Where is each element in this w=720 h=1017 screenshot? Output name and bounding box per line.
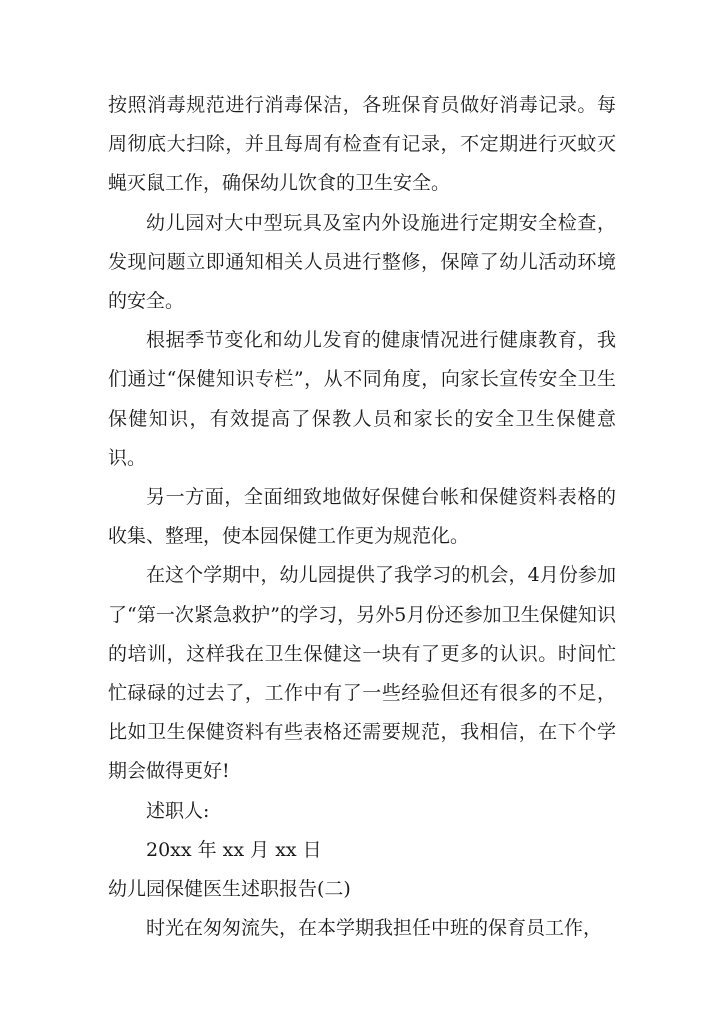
section-heading: 幼儿园保健医生述职报告(二) — [108, 878, 351, 901]
paragraph-health-education: 根据季节变化和幼儿发育的健康情况进行健康教育，我们通过“保健知识专栏”，从不同角度，向家长宣传安全卫生保健知识，有效提高了保教人员和家长的安全卫生保健意识。 — [108, 329, 616, 469]
document-body — [108, 86, 616, 948]
paragraph-training: 在这个学期中，幼儿园提供了我学习的机会，4月份参加了“第一次紧急救护”的学习，另外5月份还参加卫生保健知识的培训，这样我在卫生保健这一块有了更多的认识。时间忙忙碌碌的过去了，工作中有了一些经验但还有很多的不足，比如卫生保健资料有些表格还需要规范，我相信，在下个学期会做得更好! — [108, 564, 616, 783]
paragraph-intro-second-report: 时光在匆匆流失，在本学期我担任中班的保育员工作， — [146, 917, 603, 940]
date-line: 20xx 年 xx 月 xx 日 — [146, 838, 322, 861]
paragraph-records: 另一方面，全面细致地做好保健台帐和保健资料表格的收集、整理，使本园保健工作更为规范化。 — [108, 486, 616, 548]
paragraph-safety-check: 幼儿园对大中型玩具及室内外设施进行定期安全检查，发现问题立即通知相关人员进行整修，保障了幼儿活动环境的安全。 — [108, 211, 616, 313]
paragraph-disinfection: 按照消毒规范进行消毒保洁，各班保育员做好消毒记录。每周彻底大扫除，并且每周有检查有记录，不定期进行灭蚊灭蝇灭鼠工作，确保幼儿饮食的卫生安全。 — [108, 94, 616, 195]
signature-label: 述职人: — [146, 799, 210, 822]
